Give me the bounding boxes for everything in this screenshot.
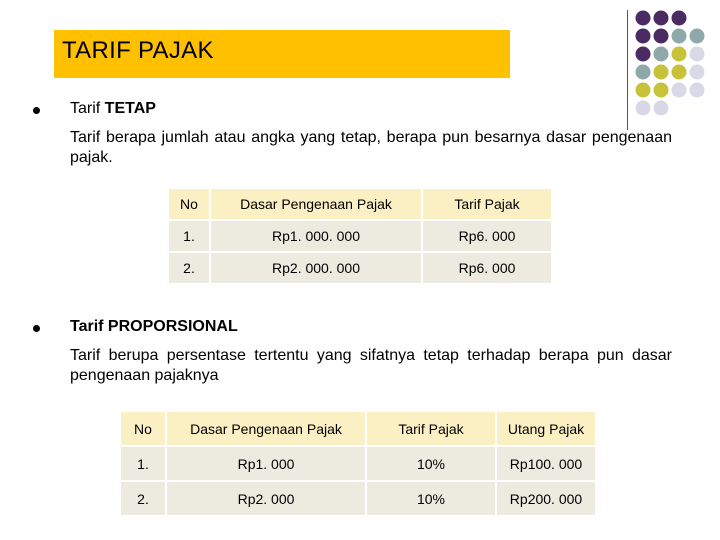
header-cell: Utang Pajak	[497, 412, 595, 445]
decorative-dot-grid-icon	[635, 10, 715, 118]
table-tarif-proporsional	[119, 410, 597, 517]
table-cell: Rp100. 000	[497, 447, 595, 480]
section1-heading-prefix: Tarif	[70, 100, 105, 117]
table-row	[169, 253, 551, 283]
decorative-divider	[627, 10, 628, 130]
table-cell: 10%	[367, 482, 495, 515]
table-cell: Rp6. 000	[423, 221, 551, 251]
table-cell: Rp1. 000. 000	[211, 221, 421, 251]
decorative-dot	[672, 83, 687, 98]
section1-description: Tarif berapa jumlah atau angka yang tetap, berapa pun besarnya dasar pengenaan pajak.	[70, 129, 672, 166]
decorative-dot	[690, 65, 705, 80]
table-cell: Rp1. 000	[167, 447, 365, 480]
decorative-dot	[636, 11, 651, 26]
decorative-dot	[654, 11, 669, 26]
decorative-dot	[654, 101, 669, 116]
header-cell: Tarif Pajak	[423, 189, 551, 219]
decorative-dot	[654, 83, 669, 98]
decorative-dot	[654, 29, 669, 44]
decorative-dot	[690, 47, 705, 62]
table-header-row	[121, 412, 595, 445]
decorative-dot	[636, 47, 651, 62]
decorative-dot	[690, 29, 705, 44]
page-title: TARIF PAJAK	[62, 37, 214, 64]
decorative-dot	[672, 11, 687, 26]
section2-heading: Tarif PROPORSIONAL	[70, 318, 238, 335]
decorative-dot	[672, 47, 687, 62]
section1-heading-bold: TETAP	[104, 100, 156, 117]
decorative-dot	[636, 101, 651, 116]
decorative-dot	[672, 65, 687, 80]
section1-heading	[70, 100, 156, 118]
table-cell: Rp2. 000. 000	[211, 253, 421, 283]
table-row	[169, 221, 551, 251]
table-cell: 2.	[169, 253, 209, 283]
table-cell: Rp200. 000	[497, 482, 595, 515]
table-row	[121, 447, 595, 480]
decorative-dot	[636, 29, 651, 44]
decorative-dot	[654, 47, 669, 62]
decorative-dot	[636, 83, 651, 98]
decorative-dot	[654, 65, 669, 80]
table-cell: 1.	[121, 447, 165, 480]
table-row	[121, 482, 595, 515]
decorative-dot	[690, 83, 705, 98]
table-cell: 2.	[121, 482, 165, 515]
header-cell: Tarif Pajak	[367, 412, 495, 445]
title-bar	[54, 30, 510, 78]
table-header-row	[169, 189, 551, 219]
decorative-dot	[672, 29, 687, 44]
table-cell: 10%	[367, 447, 495, 480]
bullet-icon	[33, 107, 40, 114]
table-cell: Rp6. 000	[423, 253, 551, 283]
table-cell: Rp2. 000	[167, 482, 365, 515]
bullet-icon	[33, 325, 40, 332]
header-cell: Dasar Pengenaan Pajak	[211, 189, 421, 219]
header-cell: No	[121, 412, 165, 445]
table-tarif-tetap	[167, 187, 553, 285]
section2-description: Tarif berupa persentase tertentu yang sifatnya tetap terhadap berapa pun dasar pengenaan pajaknya	[70, 347, 672, 384]
table-cell: 1.	[169, 221, 209, 251]
header-cell: Dasar Pengenaan Pajak	[167, 412, 365, 445]
decorative-dot	[636, 65, 651, 80]
header-cell: No	[169, 189, 209, 219]
